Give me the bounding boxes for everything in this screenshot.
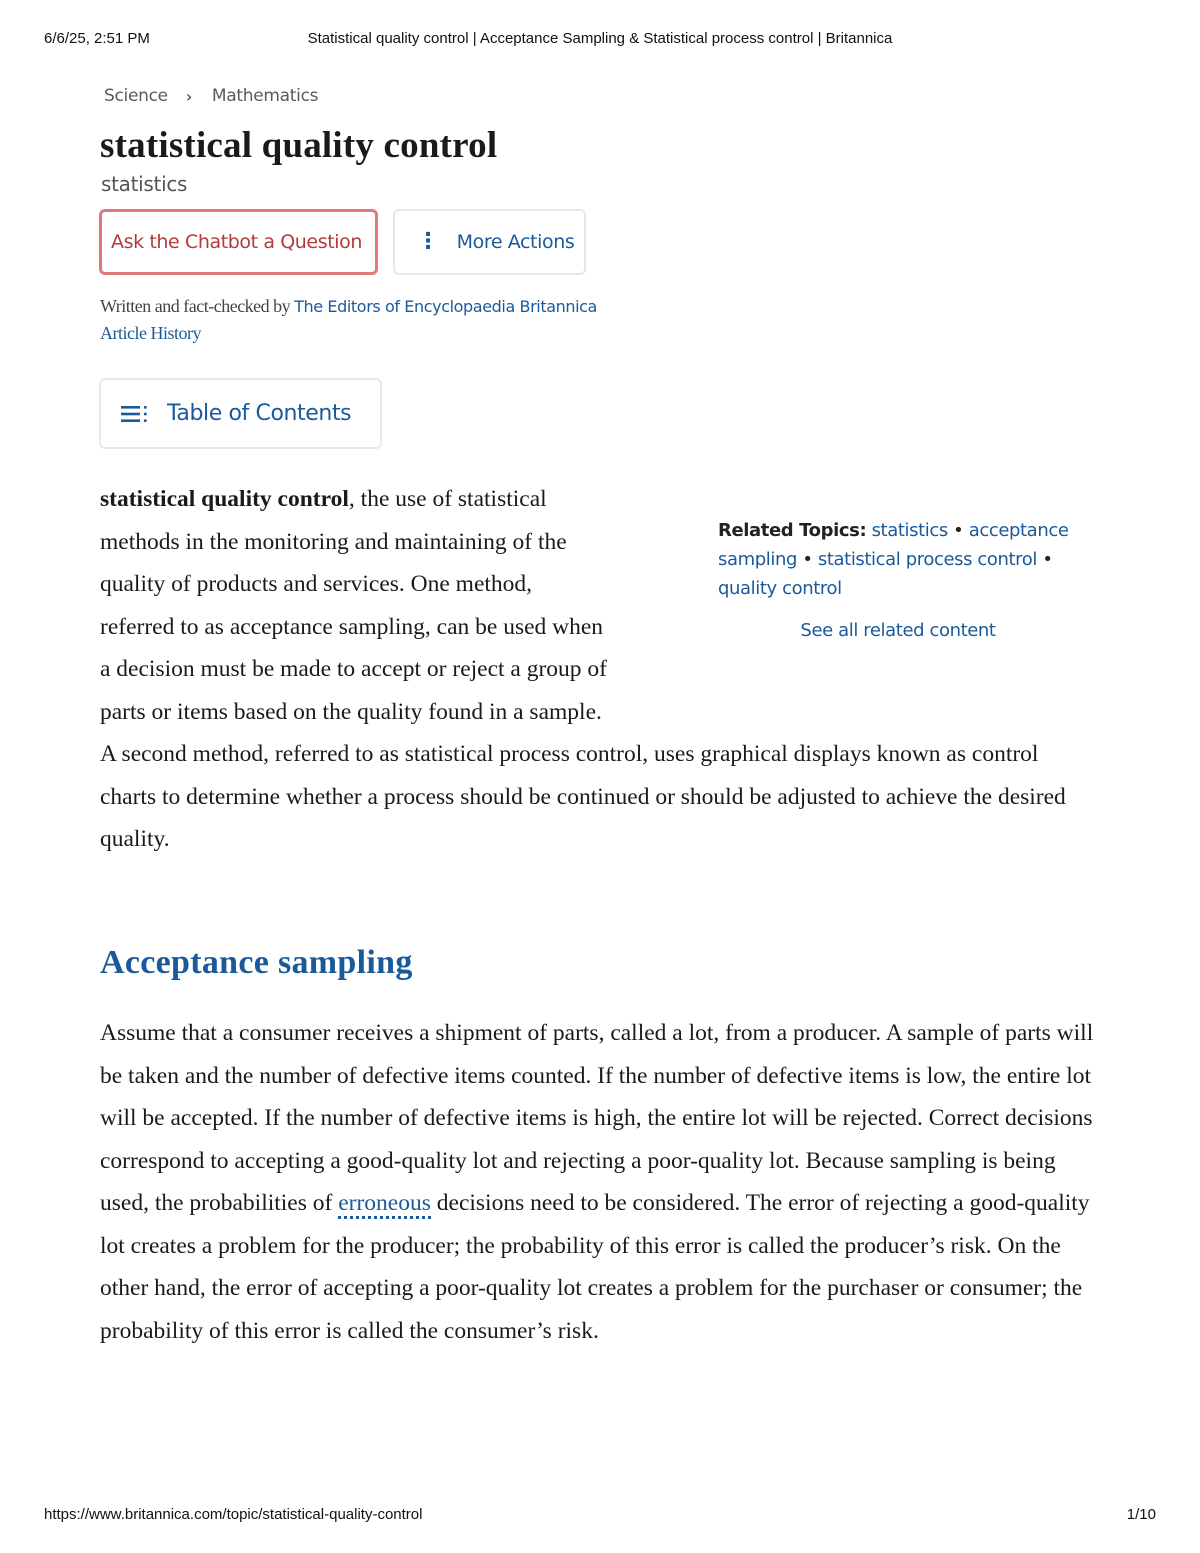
- more-actions-button[interactable]: [393, 209, 586, 275]
- related-topics-label: Related Topics:: [718, 520, 867, 541]
- chevron-right-icon: ›: [185, 86, 192, 106]
- related-topic-link[interactable]: statistical process control: [817, 549, 1037, 570]
- breadcrumb: [104, 86, 318, 106]
- dictionary-link[interactable]: erroneous: [338, 1190, 431, 1219]
- page-subtitle: statistics: [101, 172, 188, 196]
- related-topic-link[interactable]: quality control: [718, 578, 842, 599]
- intro-text: , the use of statistical methods in the monitoring and maintaining of the quality of products and services. One method, referred to as acceptance sampling, can be used when a decision must be made to accept or reject a group of parts or items based on the quality found in a sample. A second method, referred to as statistical process control, uses graphical displays known as control charts to determine whether a process should be continued or should be adjusted to achieve the desired quality.: [100, 486, 1066, 852]
- ask-chatbot-button[interactable]: [99, 209, 378, 275]
- see-all-related-link[interactable]: See all related content: [800, 620, 996, 641]
- breadcrumb-item-mathematics[interactable]: Mathematics: [211, 86, 319, 106]
- section-heading-acceptance-sampling: Acceptance sampling: [100, 944, 413, 981]
- print-datetime: 6/6/25, 2:51 PM: [44, 30, 150, 47]
- table-of-contents-button[interactable]: [99, 378, 382, 449]
- byline: [100, 296, 597, 317]
- ask-chatbot-label: Ask the Chatbot a Question: [111, 231, 362, 253]
- table-of-contents-label: Table of Contents: [167, 401, 352, 426]
- print-footer: [44, 1506, 1156, 1526]
- section-paragraph: Assume that a consumer receives a shipment of parts, called a lot, from a producer. A sample of parts will be taken and the number of defective items counted. If the number of defective items is low, the entire lot will be accepted. If the number of defective items is high, the entire lot will be rejected. Correct decisions correspond to accepting a good-quality lot and rejecting a poor-quality lot. Because sampling is being used, the probabilities of erroneous decisions need to be considered. The error of rejecting a good-quality lot creates a problem for the producer; the probability of this error is called the producer’s risk. On the other hand, the error of accepting a poor-quality lot creates a problem for the purchaser or consumer; the probability of this error is called the consumer’s risk.: [100, 1020, 1094, 1344]
- print-header: [44, 30, 1156, 50]
- list-icon: [121, 404, 151, 424]
- print-page-title: Statistical quality control | Acceptance Sampling & Statistical process control | Britannica: [307, 30, 893, 47]
- related-topic-link[interactable]: statistics: [871, 520, 948, 541]
- article-history-link[interactable]: Article History: [100, 323, 201, 343]
- page-title: statistical quality control: [100, 125, 498, 166]
- byline-authors-link[interactable]: The Editors of Encyclopaedia Britannica: [294, 297, 597, 316]
- byline-prefix: Written and fact-checked by: [100, 296, 291, 316]
- intro-term: statistical quality control: [100, 486, 349, 512]
- related-topics: Related Topics: statistics • acceptance sampling • statistical process control • quality control: [718, 520, 1069, 599]
- print-page-number: 1/10: [1126, 1506, 1156, 1523]
- print-url: https://www.britannica.com/topic/statistical-quality-control: [44, 1506, 423, 1523]
- breadcrumb-item-science[interactable]: Science: [104, 86, 168, 106]
- kebab-menu-icon: ⋮: [417, 229, 439, 254]
- intro-paragraph: [100, 478, 1100, 861]
- more-actions-label: More Actions: [456, 231, 575, 253]
- related-topic-link[interactable]: acceptance sampling: [718, 520, 1069, 570]
